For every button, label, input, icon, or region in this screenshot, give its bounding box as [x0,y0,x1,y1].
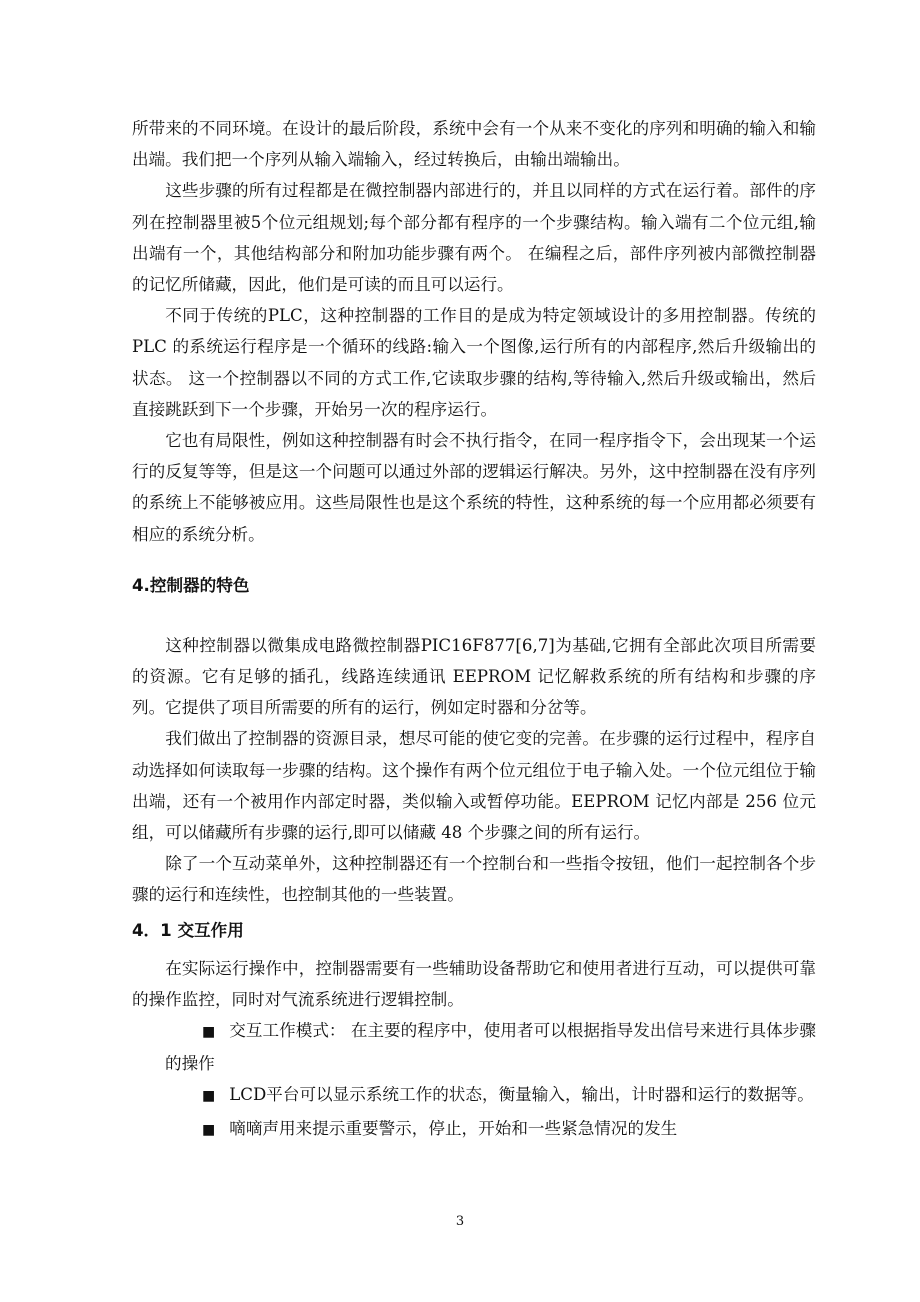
paragraph-steps-process: 这些步骤的所有过程都是在微控制器内部进行的，并且以同样的方式在运行着。部件的序列在控制器里被5个位元组规划;每个部分都有程序的一个步骤结构。输入端有二个位元组,输出端有一个，其他结构部分和附加功能步骤有两个。 在编程之后，部件序列被内部微控制器的记忆所储藏，因此，他们是可读的而且可以运行。 [132,181,816,295]
bullet-text: LCD平台可以显示系统工作的状态，衡量输入，输出，计时器和运行的数据等。 [229,1085,814,1105]
section-heading-interaction: 4．1 交互作用 [132,920,244,940]
feature-bullet-list [132,1015,816,1146]
page-content [132,113,816,1146]
square-bullet-icon: ■ [202,1088,216,1105]
page-number: 3 [455,1214,465,1229]
list-item [132,1113,816,1146]
square-bullet-icon: ■ [202,1024,216,1041]
bullet-text: 交互工作模式： 在主要的程序中，使用者可以根据指导发出信号来进行具体步骤的操作 [165,1021,816,1074]
bullet-text: 嘀嘀声用来提示重要警示，停止，开始和一些紧急情况的发生 [229,1118,678,1138]
paragraph-limitations: 它也有局限性，例如这种控制器有时会不执行指令，在同一程序指令下，会出现某一个运行的反复等等，但是这一个问题可以通过外部的逻辑运行解决。另外，这中控制器在没有序列的系统上不能够被应用。这些局限性也是这个系统的特性，这种系统的每一个应用都必须要有相应的系统分析。 [132,431,816,544]
list-item [132,1015,816,1079]
paragraph-microcontroller: 这种控制器以微集成电路微控制器PIC16F877[6,7]为基础,它拥有全部此次项目所需要的资源。它有足够的插孔，线路连续通讯 EEPROM 记忆解救系统的所有结构和步骤的序列。它提供了项目所需要的所有的运行，例如定时器和分岔等。 [132,635,816,718]
section-heading-features: 4.控制器的特色 [132,575,250,595]
square-bullet-icon: ■ [202,1121,216,1138]
list-item [132,1079,816,1112]
paragraph-plc-comparison: 不同于传统的PLC，这种控制器的工作目的是成为特定领域设计的多用控制器。传统的 PLC 的系统运行程序是一个循环的线路:输入一个图像,运行所有的内部程序,然后升级输出的状态。 这一个控制器以不同的方式工作,它读取步骤的结构,等待输入,然后升级或输出，然后直接跳跃到下一个步骤，开始另一次的程序运行。 [132,306,816,419]
paragraph-resource-list: 我们做出了控制器的资源目录，想尽可能的使它变的完善。在步骤的运行过程中，程序自动选择如何读取每一步骤的结构。这个操作有两个位元组位于电子输入处。一个位元组位于输出端，还有一个被用作内部定时器，类似输入或暂停功能。EEPROM 记忆内部是 256 位元组，可以储藏所有步骤的运行,即可以储藏 48 个步骤之间的所有运行。 [132,729,816,843]
paragraph-continuation: 所带来的不同环境。在设计的最后阶段，系统中会有一个从来不变化的序列和明确的输入和输出端。我们把一个序列从输入端输入，经过转换后，由输出端输出。 [132,119,816,170]
paragraph-interaction-intro: 在实际运行操作中，控制器需要有一些辅助设备帮助它和使用者进行互动，可以提供可靠的操作监控，同时对气流系统进行逻辑控制。 [132,958,816,1009]
paragraph-console: 除了一个互动菜单外，这种控制器还有一个控制台和一些指令按钮，他们一起控制各个步骤的运行和连续性，也控制其他的一些装置。 [132,854,816,905]
